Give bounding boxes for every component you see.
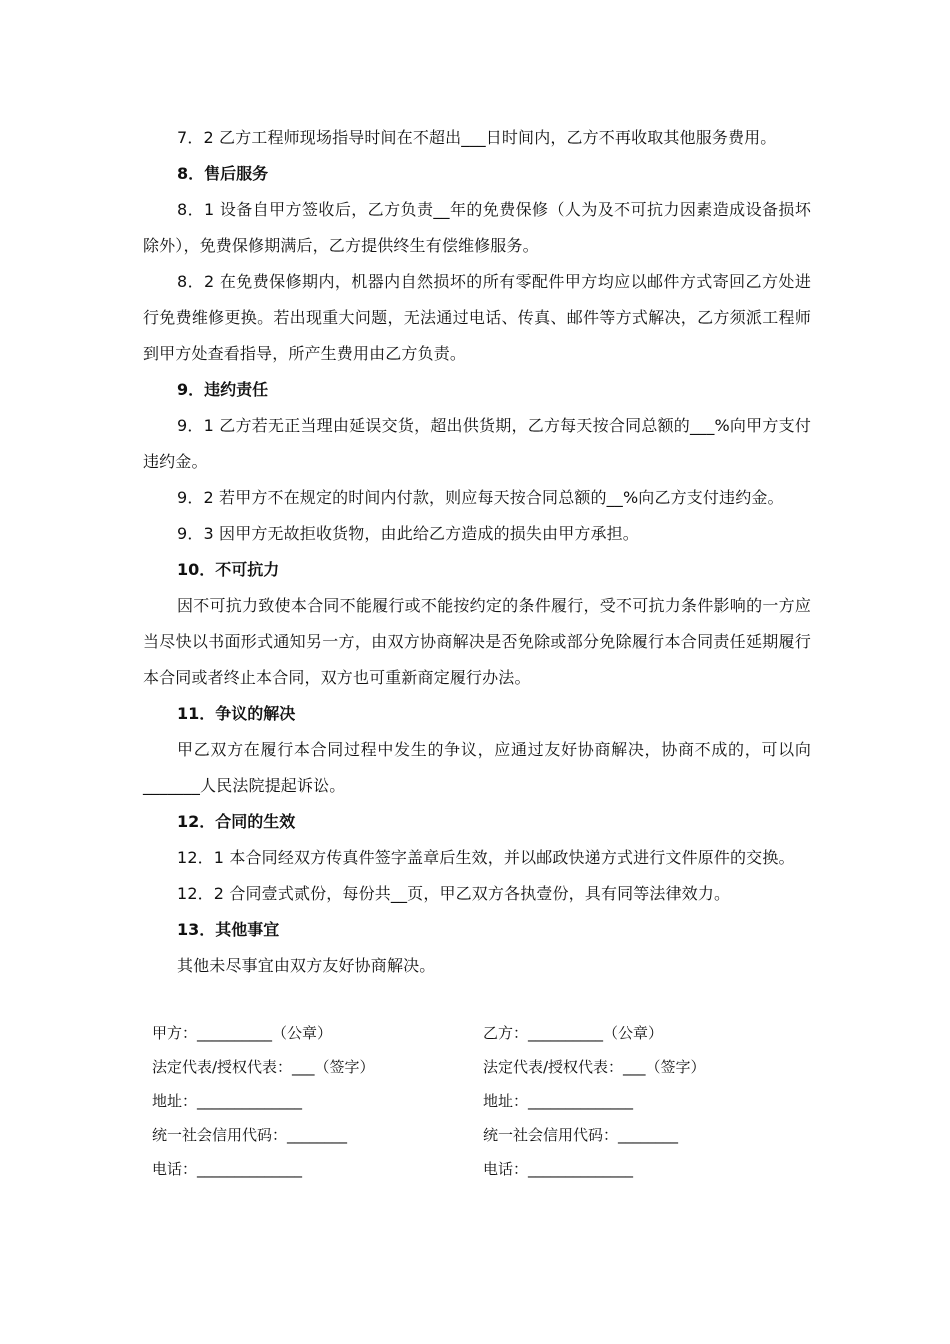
section-heading-force-majeure: 10．不可抗力 (177, 560, 280, 579)
party-a-representative-line: 法定代表/授权代表：___（签字） (152, 1058, 375, 1076)
clause-8-1: 8．1 设备自甲方签收后，乙方负责__年的免费保修（人为及不可抗力因素造成设备损坏除外），免费保修期满后，乙方提供终生有偿维修服务。 (143, 200, 811, 255)
party-b-signature (483, 1016, 803, 1186)
clause-9-2: 9．2 若甲方不在规定的时间内付款，则应每天按合同总额的__%向乙方支付违约金。 (177, 488, 784, 507)
party-b-name-line: 乙方：__________（公章） (483, 1024, 664, 1042)
clause-13: 其他未尽事宜由双方友好协商解决。 (177, 956, 436, 975)
party-a-credit-code-line: 统一社会信用代码：________ (152, 1126, 348, 1144)
clause-12-1: 12．1 本合同经双方传真件签字盖章后生效，并以邮政快递方式进行文件原件的交换。 (177, 848, 795, 867)
section-heading-after-sales: 8．售后服务 (177, 164, 269, 183)
section-heading-dispute-resolution: 11．争议的解决 (177, 704, 296, 723)
section-heading-breach-liability: 9．违约责任 (177, 380, 269, 399)
party-a-signature (152, 1016, 472, 1186)
clause-12-2: 12．2 合同壹式贰份，每份共__页，甲乙双方各执壹份，具有同等法律效力。 (177, 884, 731, 903)
party-b-representative-line: 法定代表/授权代表：___（签字） (483, 1058, 706, 1076)
contract-body (143, 120, 811, 984)
section-heading-contract-effect: 12．合同的生效 (177, 812, 296, 831)
clause-9-3: 9．3 因甲方无故拒收货物，由此给乙方造成的损失由甲方承担。 (177, 524, 639, 543)
party-b-credit-code-line: 统一社会信用代码：________ (483, 1126, 679, 1144)
clause-10: 因不可抗力致使本合同不能履行或不能按约定的条件履行，受不可抗力条件影响的一方应当尽快以书面形式通知另一方，由双方协商解决是否免除或部分免除履行本合同责任延期履行本合同或者终止本合同，双方也可重新商定履行办法。 (143, 596, 811, 687)
party-a-phone-line: 电话：______________ (152, 1160, 303, 1178)
party-a-address-line: 地址：______________ (152, 1092, 303, 1110)
clause-9-1: 9．1 乙方若无正当理由延误交货，超出供货期，乙方每天按合同总额的___%向甲方支付违约金。 (143, 416, 811, 471)
party-a-name-line: 甲方：__________（公章） (152, 1024, 333, 1042)
party-b-address-line: 地址：______________ (483, 1092, 634, 1110)
section-heading-other-matters: 13．其他事宜 (177, 920, 280, 939)
clause-8-2: 8．2 在免费保修期内，机器内自然损坏的所有零配件甲方均应以邮件方式寄回乙方处进行免费维修更换。若出现重大问题，无法通过电话、传真、邮件等方式解决，乙方须派工程师到甲方处查看指导，所产生费用由乙方负责。 (143, 272, 811, 363)
clause-11: 甲乙双方在履行本合同过程中发生的争议，应通过友好协商解决，协商不成的，可以向_______人民法院提起诉讼。 (143, 740, 811, 795)
clause-7-2: 7．2 乙方工程师现场指导时间在不超出___日时间内，乙方不再收取其他服务费用。 (177, 128, 777, 147)
party-b-phone-line: 电话：______________ (483, 1160, 634, 1178)
